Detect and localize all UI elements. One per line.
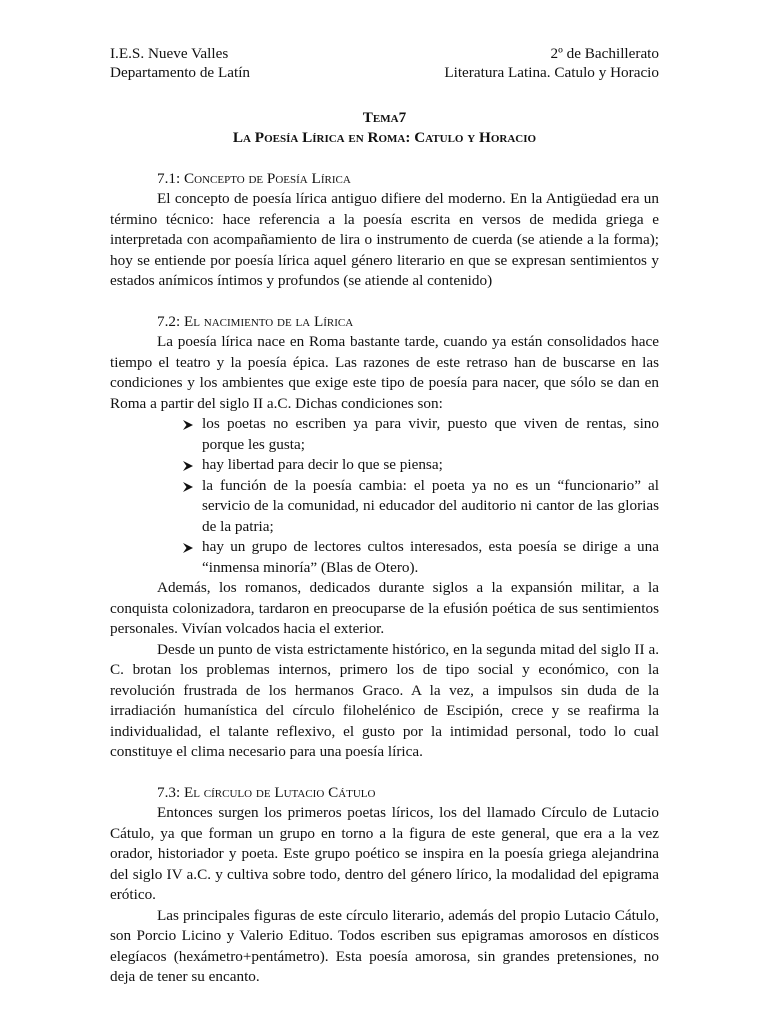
list-item — [202, 537, 659, 578]
document-page — [110, 44, 659, 988]
list-item — [202, 455, 659, 476]
page-header — [110, 44, 659, 82]
section-nacimiento — [110, 312, 659, 763]
spacer — [110, 82, 659, 108]
list-item-text: los poetas no escriben ya para vivir, puesto que viven de rentas, sino porque les gusta; — [202, 415, 659, 453]
list-item-text: hay libertad para decir lo que se piensa; — [202, 456, 443, 473]
arrowhead-bullet-icon — [182, 542, 194, 554]
list-item — [202, 476, 659, 538]
list-item — [202, 414, 659, 455]
course-level: 2º de Bachillerato — [550, 45, 659, 62]
section-circulo-lutacio — [110, 783, 659, 988]
header-row-1 — [110, 44, 659, 63]
paragraph: El concepto de poesía lírica antiguo difiere del moderno. En la Antigüedad era un término técnico: hace referencia a la poesía escrita en versos de medida griega e interpretada con acompañamiento de lira o instrumento de cuerda (se atiende a la forma); hoy se entiende por poesía lírica aquel género literario en que se expresan sentimientos y estados anímicos íntimos y profundos (se atiende al contenido) — [110, 190, 659, 289]
section-concepto — [110, 169, 659, 292]
page-title: La Poesía Lírica en Roma: Catulo y Horacio — [232, 129, 537, 146]
list-item-text: la función de la poesía cambia: el poeta ya no es un “funcionario” al servicio de la comunidad, ni educador del auditorio ni cantor de las glorias de la patria; — [202, 476, 659, 535]
spacer — [110, 763, 659, 784]
section-heading: 7.1: Concepto de Poesía Lírica — [157, 170, 351, 187]
paragraph: Las principales figuras de este círculo literario, además del propio Lutacio Cátulo, son Porcio Licino y Valerio Edituo. Todos escriben sus epigramas amorosos en dísticos elegíacos (hexámetro+pentámetro). Esta poesía amorosa, sin grandes pretensiones, no deja de tener su encanto. — [110, 906, 659, 985]
spacer — [110, 148, 659, 169]
arrowhead-bullet-icon — [182, 460, 194, 472]
section-heading: 7.3: El círculo de Lutacio Cátulo — [157, 784, 376, 801]
paragraph: Además, los romanos, dedicados durante siglos a la expansión militar, a la conquista colonizadora, tardaron en preocuparse de la efusión poética de sus sentimientos personales. Vivían volcados hacia el exterior. — [110, 579, 659, 637]
conditions-list — [110, 414, 659, 578]
paragraph: Entonces surgen los primeros poetas líricos, los del llamado Círculo de Lutacio Cátulo, ya que forman un grupo en torno a la figura de este general, que era a la vez orador, historiador y poeta. Este grupo poético se inspira en la poesía griega alejandrina del siglo IV a.C. y cultiva sobre todo, dentro del género lírico, la modalidad del epigrama erótico. — [110, 804, 659, 903]
topic-number: Tema7 — [362, 109, 407, 126]
spacer — [110, 292, 659, 313]
subject-name: Literatura Latina. Catulo y Horacio — [444, 64, 659, 81]
paragraph: Desde un punto de vista estrictamente histórico, en la segunda mitad del siglo II a. C. brotan los problemas internos, primero los de tipo social y económico, con la revolución frustrada de los hermanos Graco. A la vez, a impulsos sin duda de la irradiación humanística del círculo filohelénico de Escipión, crece y se reafirma la individualidad, el talante reflexivo, el gusto por la intimidad personal, todo lo cual constituye el clima necesario para una poesía lírica. — [110, 640, 659, 760]
school-name: I.E.S. Nueve Valles — [110, 45, 229, 62]
list-item-text: hay un grupo de lectores cultos interesados, esta poesía se dirige a una “inmensa minoría” (Blas de Otero). — [202, 538, 659, 576]
arrowhead-bullet-icon — [182, 481, 194, 493]
department-name: Departamento de Latín — [110, 64, 251, 81]
section-heading: 7.2: El nacimiento de la Lírica — [157, 313, 354, 330]
header-row-2 — [110, 63, 659, 82]
paragraph: La poesía lírica nace en Roma bastante tarde, cuando ya están consolidados hace tiempo el teatro y la poesía épica. Las razones de este retraso han de buscarse en las condiciones y los ambientes que exige este tipo de poesía para nacer, que sólo se dan en Roma a partir del siglo II a.C. Dichas condiciones son: — [110, 333, 659, 412]
arrowhead-bullet-icon — [182, 419, 194, 431]
